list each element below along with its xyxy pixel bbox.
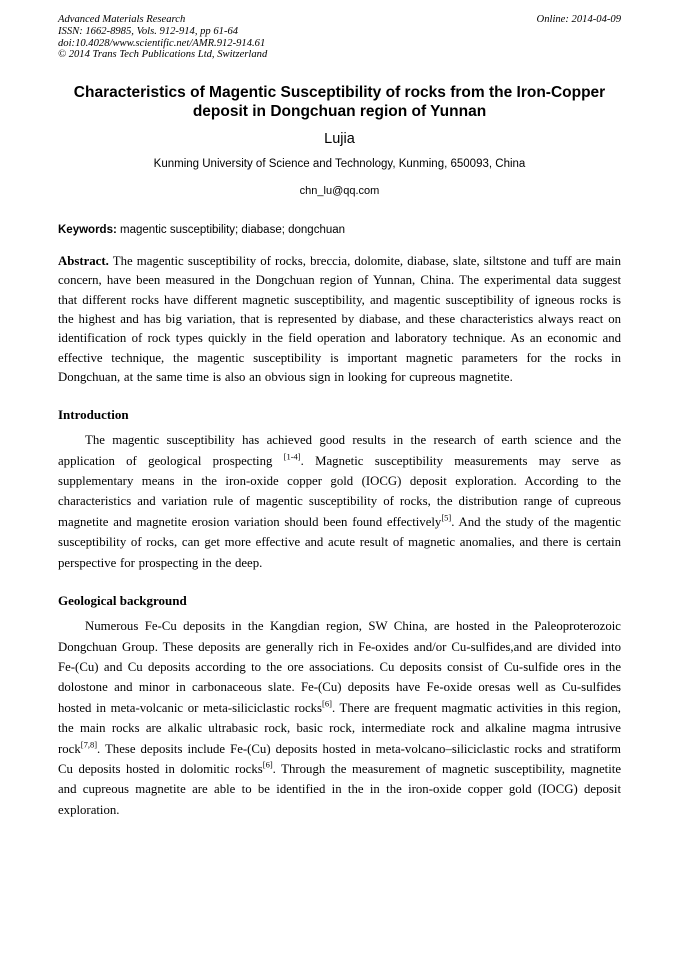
- section-heading-geological-background: Geological background: [58, 593, 187, 609]
- geological-text-run: . These deposits include Fe-(Cu) deposits hosted in meta-volcano–siliciclastic rocks and stratiform Cu deposits hosted in dolomitic rocks: [58, 741, 621, 776]
- abstract-paragraph: [58, 252, 621, 387]
- introduction-text-run: The magentic susceptibility has achieved good results in the research of earth science and the application of geological prospecting: [58, 433, 621, 468]
- author-name: Lujia: [324, 131, 355, 148]
- introduction-paragraph: [58, 430, 621, 573]
- paper-title: Characteristics of Magentic Susceptibility of rocks from the Iron-Copper deposit in Dongchuan region of Yunnan: [73, 84, 606, 121]
- citation-ref-1-4: [1-4]: [283, 451, 301, 462]
- doi-line: doi:10.4028/www.scientific.net/AMR.912-914.61: [58, 37, 266, 49]
- citation-ref-7-8: [7,8]: [80, 739, 98, 750]
- affiliation: Kunming University of Science and Technology, Kunming, 650093, China: [153, 158, 526, 171]
- introduction-text-run: . Magnetic susceptibility measurements may serve as supplementary means in the iron-oxide copper gold (IOCG) deposit exploration. According to the characteristics and variation rule of magentic susceptibility of rocks, the distribution range of cupreous magnetite and magnetite erosion variation should been found effectively: [58, 453, 621, 529]
- journal-name: Advanced Materials Research: [58, 14, 186, 25]
- geological-text-run: . Through the measurement of magnetic susceptibility, magnetite and cupreous magnetite are able to be identified in the in the iron-oxide copper gold (IOCG) deposit exploration.: [58, 761, 622, 817]
- keywords-line: [58, 223, 621, 237]
- abstract-label: Abstract.: [58, 254, 109, 269]
- citation-ref-6: [6]: [322, 698, 332, 709]
- introduction-text-run: . And the study of the magentic susceptibility of rocks, can get more effective and acute result of magnetic anomalies, and there is certain perspective for prospecting in the deep.: [58, 514, 621, 570]
- author-email: chn_lu@qq.com: [299, 185, 380, 198]
- journal-header-left: [58, 14, 267, 61]
- geological-text-run: Numerous Fe-Cu deposits in the Kangdian region, SW China, are hosted in the Paleoproterozoic Dongchuan Group. These deposits are generally rich in Fe-oxides and/or Cu-sulfides,and are divided into Fe-(Cu) and Cu deposits according to the ore associations. Cu deposits consist of Cu-sulfide ores in the dolostone and minor in carbonaceous slate. Fe-(Cu) deposits have Fe-oxide oresas well as Cu-sulfides hosted in meta-volcanic or meta-siliciclastic rocks: [58, 619, 621, 715]
- online-date: Online: 2014-04-09: [536, 14, 621, 25]
- geological-text-run: . There are frequent magmatic activities in this region, the main rocks are alkalic ultrabasic rock, basic rock, intermediate rock and alkaline magma intrusive rock: [58, 700, 622, 756]
- geological-background-paragraph: [58, 616, 621, 820]
- journal-header: [58, 14, 621, 61]
- section-heading-introduction: Introduction: [58, 407, 129, 423]
- issn-volume-line: ISSN: 1662-8985, Vols. 912-914, pp 61-64: [58, 25, 239, 37]
- citation-ref-6b: [6]: [262, 759, 273, 770]
- abstract-text: The magentic susceptibility of rocks, breccia, dolomite, diabase, slate, siltstone and tuff are main concern, have been measured in the Dongchuan region of Yunnan, China. The experimental data suggest that different rocks have different magnetic susceptibility, and magentic susceptibility of igneous rocks is the highest and has big variation, that is represented by diabase, and these characteristics always react on identification of rock types quickly in the field operation and laboratory technique. As an economic and effective technique, the magentic susceptibility is important magnetic parameters for the rocks in Dongchuan, at the same time is also an obvious sign in looking for cupreous magnetite.: [58, 254, 621, 384]
- keywords-label: Keywords:: [58, 224, 117, 237]
- keywords-text: magentic susceptibility; diabase; dongchuan: [116, 224, 346, 237]
- citation-ref-5: [5]: [441, 512, 452, 523]
- copyright-line: © 2014 Trans Tech Publications Ltd, Switzerland: [58, 49, 268, 61]
